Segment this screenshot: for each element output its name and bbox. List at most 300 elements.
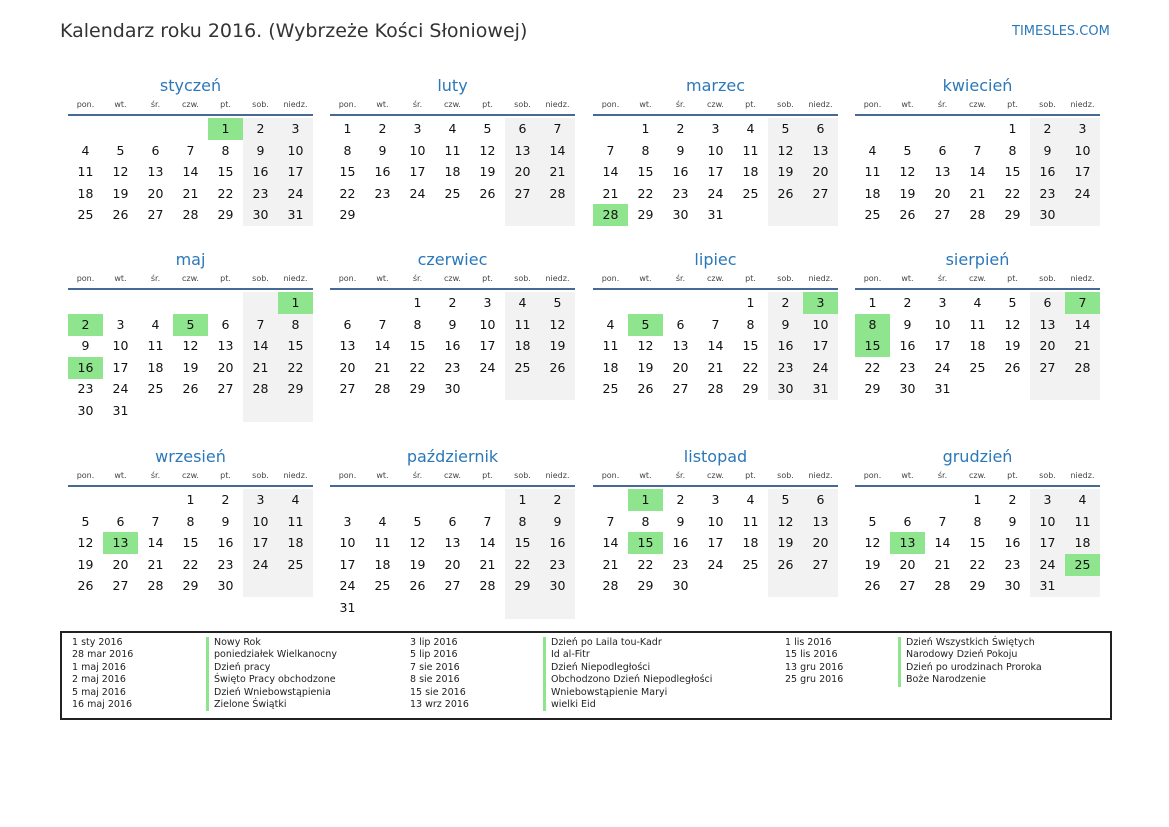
day-cell: 5 xyxy=(81,513,90,529)
day-cell: 25 xyxy=(77,207,94,223)
day-cell: 13 xyxy=(147,164,164,180)
day-cell: 18 xyxy=(1074,535,1091,551)
day-cell: 23 xyxy=(1039,185,1056,201)
weekday-label: niedz. xyxy=(283,100,308,109)
holiday-date: 15 sie 2016 xyxy=(410,686,466,698)
holiday-name: Dzień Wniebowstąpienia xyxy=(214,686,331,698)
day-cell: 2 xyxy=(448,295,457,310)
day-cell: 16 xyxy=(374,164,391,180)
day-cell: 21 xyxy=(252,359,269,375)
holiday-list xyxy=(60,631,1112,720)
day-cell: 18 xyxy=(147,359,164,375)
brand-link[interactable]: TIMESLES.COM xyxy=(1012,24,1110,39)
day-cell: 21 xyxy=(602,556,619,572)
weekday-label: śr. xyxy=(150,471,161,480)
holiday-day: 15 xyxy=(628,532,663,554)
day-cell: 3 xyxy=(116,316,125,332)
day-cell: 24 xyxy=(812,359,829,375)
day-cell: 23 xyxy=(374,185,391,201)
weekday-label: czw. xyxy=(444,274,461,283)
day-cell: 17 xyxy=(1074,164,1091,180)
weekday-label: sob. xyxy=(252,100,269,109)
day-cell: 14 xyxy=(602,535,619,551)
day-cell: 30 xyxy=(444,381,461,397)
day-cell: 7 xyxy=(938,513,947,529)
day-cell: 19 xyxy=(112,185,129,201)
day-cell: 28 xyxy=(549,185,566,201)
holiday-day: 15 xyxy=(855,335,890,357)
day-cell: 17 xyxy=(934,338,951,354)
day-cell: 16 xyxy=(217,535,234,551)
day-cell: 10 xyxy=(1074,142,1091,158)
day-cell: 31 xyxy=(934,381,951,397)
day-cell: 31 xyxy=(812,381,829,397)
day-cell: 6 xyxy=(116,513,125,529)
weekday-label: pon. xyxy=(76,471,95,480)
day-cell: 14 xyxy=(182,164,199,180)
day-cell: 18 xyxy=(602,359,619,375)
weekday-label: czw. xyxy=(182,471,199,480)
day-cell: 28 xyxy=(147,578,164,594)
day-cell: 17 xyxy=(812,338,829,354)
weekday-label: pt. xyxy=(745,471,756,480)
day-cell: 28 xyxy=(1074,359,1091,375)
day-cell: 19 xyxy=(77,556,94,572)
day-cell: 25 xyxy=(514,359,531,375)
weekday-label: wt. xyxy=(376,274,389,283)
weekday-label: niedz. xyxy=(808,100,833,109)
month-name: lipiec xyxy=(694,250,737,269)
day-cell: 4 xyxy=(81,142,90,158)
day-cell: 22 xyxy=(514,556,531,572)
day-cell: 3 xyxy=(1078,121,1087,136)
day-cell: 13 xyxy=(339,338,356,354)
day-cell: 4 xyxy=(606,316,615,332)
day-cell: 22 xyxy=(637,185,654,201)
weekday-label: sob. xyxy=(252,471,269,480)
day-cell: 29 xyxy=(637,207,654,223)
day-cell: 29 xyxy=(969,578,986,594)
day-cell: 19 xyxy=(409,556,426,572)
day-cell: 3 xyxy=(291,121,300,136)
weekday-label: wt. xyxy=(639,471,652,480)
day-cell: 15 xyxy=(217,164,234,180)
day-cell: 14 xyxy=(549,142,566,158)
header-rule xyxy=(593,114,838,116)
day-cell: 23 xyxy=(444,359,461,375)
header-rule xyxy=(855,485,1100,487)
holiday-date: 8 sie 2016 xyxy=(410,674,460,686)
day-cell: 19 xyxy=(899,185,916,201)
day-cell: 11 xyxy=(147,338,164,354)
day-cell: 29 xyxy=(637,578,654,594)
day-cell: 11 xyxy=(602,338,619,354)
day-cell: 4 xyxy=(378,513,387,529)
weekday-label: czw. xyxy=(969,100,986,109)
day-cell: 16 xyxy=(1004,535,1021,551)
day-cell: 29 xyxy=(514,578,531,594)
month-name: wrzesień xyxy=(155,447,226,466)
day-cell: 23 xyxy=(549,556,566,572)
day-cell: 27 xyxy=(812,185,829,201)
day-cell: 21 xyxy=(602,185,619,201)
day-cell: 12 xyxy=(864,535,881,551)
day-cell: 20 xyxy=(672,359,689,375)
day-cell: 22 xyxy=(182,556,199,572)
holiday-name: Obchodzono Dzień Niepodległości xyxy=(551,674,713,686)
weekday-label: pt. xyxy=(220,274,231,283)
day-cell: 25 xyxy=(864,207,881,223)
day-cell: 26 xyxy=(409,578,426,594)
day-cell: 8 xyxy=(343,142,352,158)
day-cell: 28 xyxy=(479,578,496,594)
month-name: sierpień xyxy=(945,250,1010,269)
day-cell: 16 xyxy=(549,535,566,551)
day-cell: 4 xyxy=(448,121,457,136)
day-cell: 3 xyxy=(711,121,720,136)
day-cell: 18 xyxy=(514,338,531,354)
day-cell: 31 xyxy=(112,403,129,418)
weekday-label: pt. xyxy=(482,471,493,480)
day-cell: 29 xyxy=(217,207,234,223)
month-name: październik xyxy=(406,447,499,466)
day-cell: 23 xyxy=(77,381,94,397)
month-name: marzec xyxy=(685,76,745,95)
day-cell: 10 xyxy=(409,142,426,158)
weekday-label: pon. xyxy=(338,274,357,283)
day-cell: 12 xyxy=(899,164,916,180)
holiday-day: 28 xyxy=(593,204,628,226)
day-cell: 18 xyxy=(444,164,461,180)
day-cell: 8 xyxy=(973,513,982,529)
day-cell: 28 xyxy=(182,207,199,223)
day-cell: 4 xyxy=(151,316,160,332)
day-cell: 18 xyxy=(742,164,759,180)
day-cell: 3 xyxy=(413,121,422,136)
day-cell: 7 xyxy=(151,513,160,529)
day-cell: 17 xyxy=(112,359,129,375)
day-cell: 24 xyxy=(707,556,724,572)
weekday-label: czw. xyxy=(969,471,986,480)
day-cell: 25 xyxy=(147,381,164,397)
day-cell: 27 xyxy=(444,578,461,594)
day-cell: 2 xyxy=(553,492,562,507)
day-cell: 23 xyxy=(899,359,916,375)
holiday-day: 1 xyxy=(278,292,313,314)
day-cell: 17 xyxy=(1039,535,1056,551)
day-cell: 1 xyxy=(343,121,352,136)
day-cell: 11 xyxy=(742,513,759,529)
day-cell: 28 xyxy=(602,578,619,594)
day-cell: 1 xyxy=(413,295,422,310)
day-cell: 21 xyxy=(934,556,951,572)
day-cell: 31 xyxy=(707,207,724,223)
day-cell: 19 xyxy=(549,338,566,354)
holiday-date: 5 maj 2016 xyxy=(72,686,126,698)
weekday-label: pon. xyxy=(76,274,95,283)
day-cell: 18 xyxy=(287,535,304,551)
day-cell: 18 xyxy=(374,556,391,572)
weekday-label: pon. xyxy=(601,100,620,109)
day-cell: 8 xyxy=(746,316,755,332)
day-cell: 7 xyxy=(553,121,562,136)
day-cell: 12 xyxy=(637,338,654,354)
day-cell: 17 xyxy=(707,164,724,180)
day-cell: 21 xyxy=(969,185,986,201)
day-cell: 13 xyxy=(812,142,829,158)
day-cell: 13 xyxy=(217,338,234,354)
weekday-label: pon. xyxy=(601,471,620,480)
day-cell: 9 xyxy=(1008,513,1017,529)
day-cell: 12 xyxy=(777,513,794,529)
day-cell: 10 xyxy=(112,338,129,354)
weekday-label: wt. xyxy=(114,471,127,480)
holiday-names-column xyxy=(543,637,712,711)
day-cell: 10 xyxy=(339,535,356,551)
day-cell: 2 xyxy=(378,121,387,136)
weekday-label: wt. xyxy=(639,100,652,109)
day-cell: 8 xyxy=(518,513,527,529)
day-cell: 6 xyxy=(1043,295,1052,310)
day-cell: 28 xyxy=(969,207,986,223)
day-cell: 22 xyxy=(1004,185,1021,201)
day-cell: 8 xyxy=(291,316,300,332)
day-cell: 3 xyxy=(711,492,720,507)
day-cell: 2 xyxy=(781,295,790,310)
holiday-day: 1 xyxy=(208,118,243,140)
day-cell: 6 xyxy=(676,316,685,332)
day-cell: 3 xyxy=(938,295,947,310)
weekday-label: niedz. xyxy=(545,471,570,480)
holiday-name: Dzień Niepodległości xyxy=(551,661,651,673)
day-cell: 13 xyxy=(672,338,689,354)
weekday-label: pt. xyxy=(1007,274,1018,283)
day-cell: 24 xyxy=(409,185,426,201)
month-name: listopad xyxy=(683,447,748,466)
day-cell: 6 xyxy=(903,513,912,529)
day-cell: 12 xyxy=(409,535,426,551)
weekday-label: śr. xyxy=(937,274,948,283)
weekday-label: wt. xyxy=(901,274,914,283)
day-cell: 31 xyxy=(287,207,304,223)
header-rule xyxy=(330,485,575,487)
day-cell: 11 xyxy=(514,316,531,332)
day-cell: 30 xyxy=(672,578,689,594)
day-cell: 31 xyxy=(1039,578,1056,594)
day-cell: 16 xyxy=(1039,164,1056,180)
header-rule xyxy=(68,485,313,487)
day-cell: 12 xyxy=(182,338,199,354)
day-cell: 4 xyxy=(868,142,877,158)
weekday-label: niedz. xyxy=(283,471,308,480)
weekday-label: śr. xyxy=(412,471,423,480)
day-cell: 22 xyxy=(409,359,426,375)
holiday-name: Dzień Wszystkich Świętych xyxy=(906,637,1035,648)
holiday-day: 13 xyxy=(890,532,925,554)
holiday-names-column xyxy=(206,637,337,711)
day-cell: 19 xyxy=(864,556,881,572)
day-cell: 26 xyxy=(549,359,566,375)
holiday-date: 1 maj 2016 xyxy=(72,661,126,673)
weekday-label: pt. xyxy=(745,274,756,283)
weekday-label: wt. xyxy=(376,100,389,109)
holiday-names-column xyxy=(898,637,1042,687)
day-cell: 21 xyxy=(182,185,199,201)
weekday-label: sob. xyxy=(1039,274,1056,283)
day-cell: 7 xyxy=(606,142,615,158)
day-cell: 17 xyxy=(339,556,356,572)
day-cell: 25 xyxy=(444,185,461,201)
day-cell: 5 xyxy=(116,142,125,158)
holiday-dates-column xyxy=(785,637,843,687)
day-cell: 11 xyxy=(374,535,391,551)
day-cell: 26 xyxy=(899,207,916,223)
weekday-label: pt. xyxy=(482,274,493,283)
holiday-day: 2 xyxy=(68,314,103,336)
day-cell: 27 xyxy=(339,381,356,397)
day-cell: 15 xyxy=(287,338,304,354)
day-cell: 10 xyxy=(479,316,496,332)
day-cell: 23 xyxy=(777,359,794,375)
day-cell: 19 xyxy=(182,359,199,375)
day-cell: 10 xyxy=(707,142,724,158)
day-cell: 26 xyxy=(864,578,881,594)
day-cell: 23 xyxy=(217,556,234,572)
day-cell: 14 xyxy=(602,164,619,180)
day-cell: 19 xyxy=(479,164,496,180)
day-cell: 1 xyxy=(186,492,195,507)
day-cell: 28 xyxy=(934,578,951,594)
holiday-day: 1 xyxy=(628,489,663,511)
day-cell: 11 xyxy=(969,316,986,332)
day-cell: 3 xyxy=(483,295,492,310)
holiday-date: 2 maj 2016 xyxy=(72,674,126,686)
day-cell: 29 xyxy=(742,381,759,397)
holiday-name: Wniebowstąpienie Maryi xyxy=(551,686,668,698)
day-cell: 27 xyxy=(934,207,951,223)
day-cell: 28 xyxy=(252,381,269,397)
day-cell: 27 xyxy=(672,381,689,397)
weekday-label: wt. xyxy=(639,274,652,283)
day-cell: 11 xyxy=(77,164,94,180)
day-cell: 12 xyxy=(112,164,129,180)
day-cell: 19 xyxy=(1004,338,1021,354)
day-cell: 1 xyxy=(973,492,982,507)
weekday-label: pt. xyxy=(220,471,231,480)
day-cell: 24 xyxy=(252,556,269,572)
holiday-date: 1 sty 2016 xyxy=(72,637,123,648)
day-cell: 22 xyxy=(969,556,986,572)
day-cell: 29 xyxy=(864,381,881,397)
holiday-date: 7 sie 2016 xyxy=(410,661,460,673)
weekday-label: śr. xyxy=(937,100,948,109)
day-cell: 12 xyxy=(549,316,566,332)
day-cell: 13 xyxy=(1039,316,1056,332)
holiday-name: poniedziałek Wielkanocny xyxy=(214,649,338,661)
weekday-label: śr. xyxy=(675,100,686,109)
day-cell: 9 xyxy=(903,316,912,332)
weekday-label: niedz. xyxy=(545,274,570,283)
day-cell: 20 xyxy=(444,556,461,572)
day-cell: 22 xyxy=(217,185,234,201)
day-cell: 21 xyxy=(374,359,391,375)
day-cell: 24 xyxy=(339,578,356,594)
weekday-label: śr. xyxy=(150,100,161,109)
day-cell: 11 xyxy=(444,142,461,158)
weekday-label: sob. xyxy=(777,100,794,109)
holiday-date: 13 gru 2016 xyxy=(785,661,844,673)
day-cell: 9 xyxy=(553,513,562,529)
holiday-day: 25 xyxy=(1065,554,1100,576)
day-cell: 6 xyxy=(343,316,352,332)
day-cell: 6 xyxy=(151,142,160,158)
day-cell: 19 xyxy=(777,535,794,551)
holiday-day: 7 xyxy=(1065,292,1100,314)
weekday-label: czw. xyxy=(707,274,724,283)
header-rule xyxy=(68,288,313,290)
day-cell: 9 xyxy=(81,338,90,354)
weekday-label: wt. xyxy=(114,100,127,109)
weekday-label: śr. xyxy=(937,471,948,480)
day-cell: 2 xyxy=(221,492,230,507)
day-cell: 1 xyxy=(518,492,527,507)
day-cell: 22 xyxy=(287,359,304,375)
day-cell: 14 xyxy=(479,535,496,551)
weekday-label: pt. xyxy=(1007,100,1018,109)
day-cell: 25 xyxy=(602,381,619,397)
holiday-date: 16 maj 2016 xyxy=(72,698,133,710)
weekday-label: pon. xyxy=(863,100,882,109)
day-cell: 16 xyxy=(899,338,916,354)
day-cell: 13 xyxy=(812,513,829,529)
day-cell: 17 xyxy=(287,164,304,180)
day-cell: 16 xyxy=(444,338,461,354)
day-cell: 3 xyxy=(343,513,352,529)
day-cell: 14 xyxy=(1074,316,1091,332)
day-cell: 27 xyxy=(812,556,829,572)
weekday-label: niedz. xyxy=(808,471,833,480)
day-cell: 14 xyxy=(934,535,951,551)
day-cell: 2 xyxy=(676,492,685,507)
weekday-label: sob. xyxy=(777,274,794,283)
day-cell: 19 xyxy=(637,359,654,375)
day-cell: 6 xyxy=(221,316,230,332)
day-cell: 7 xyxy=(711,316,720,332)
day-cell: 20 xyxy=(147,185,164,201)
day-cell: 10 xyxy=(287,142,304,158)
day-cell: 30 xyxy=(252,207,269,223)
day-cell: 2 xyxy=(676,121,685,136)
day-cell: 17 xyxy=(252,535,269,551)
weekday-label: niedz. xyxy=(283,274,308,283)
month-name: czerwiec xyxy=(417,250,488,269)
day-cell: 10 xyxy=(812,316,829,332)
day-cell: 24 xyxy=(1039,556,1056,572)
weekday-label: pon. xyxy=(601,274,620,283)
header-rule xyxy=(593,485,838,487)
page-title: Kalendarz roku 2016. (Wybrzeże Kości Słoniowej) xyxy=(60,20,528,42)
holiday-day: 5 xyxy=(628,314,663,336)
day-cell: 7 xyxy=(378,316,387,332)
day-cell: 16 xyxy=(252,164,269,180)
holiday-date: 5 lip 2016 xyxy=(410,649,458,661)
day-cell: 30 xyxy=(672,207,689,223)
day-cell: 25 xyxy=(742,556,759,572)
day-cell: 15 xyxy=(969,535,986,551)
weekday-label: czw. xyxy=(969,274,986,283)
day-cell: 12 xyxy=(1004,316,1021,332)
holiday-name: Dzień po Laila tou-Kadr xyxy=(551,637,662,648)
